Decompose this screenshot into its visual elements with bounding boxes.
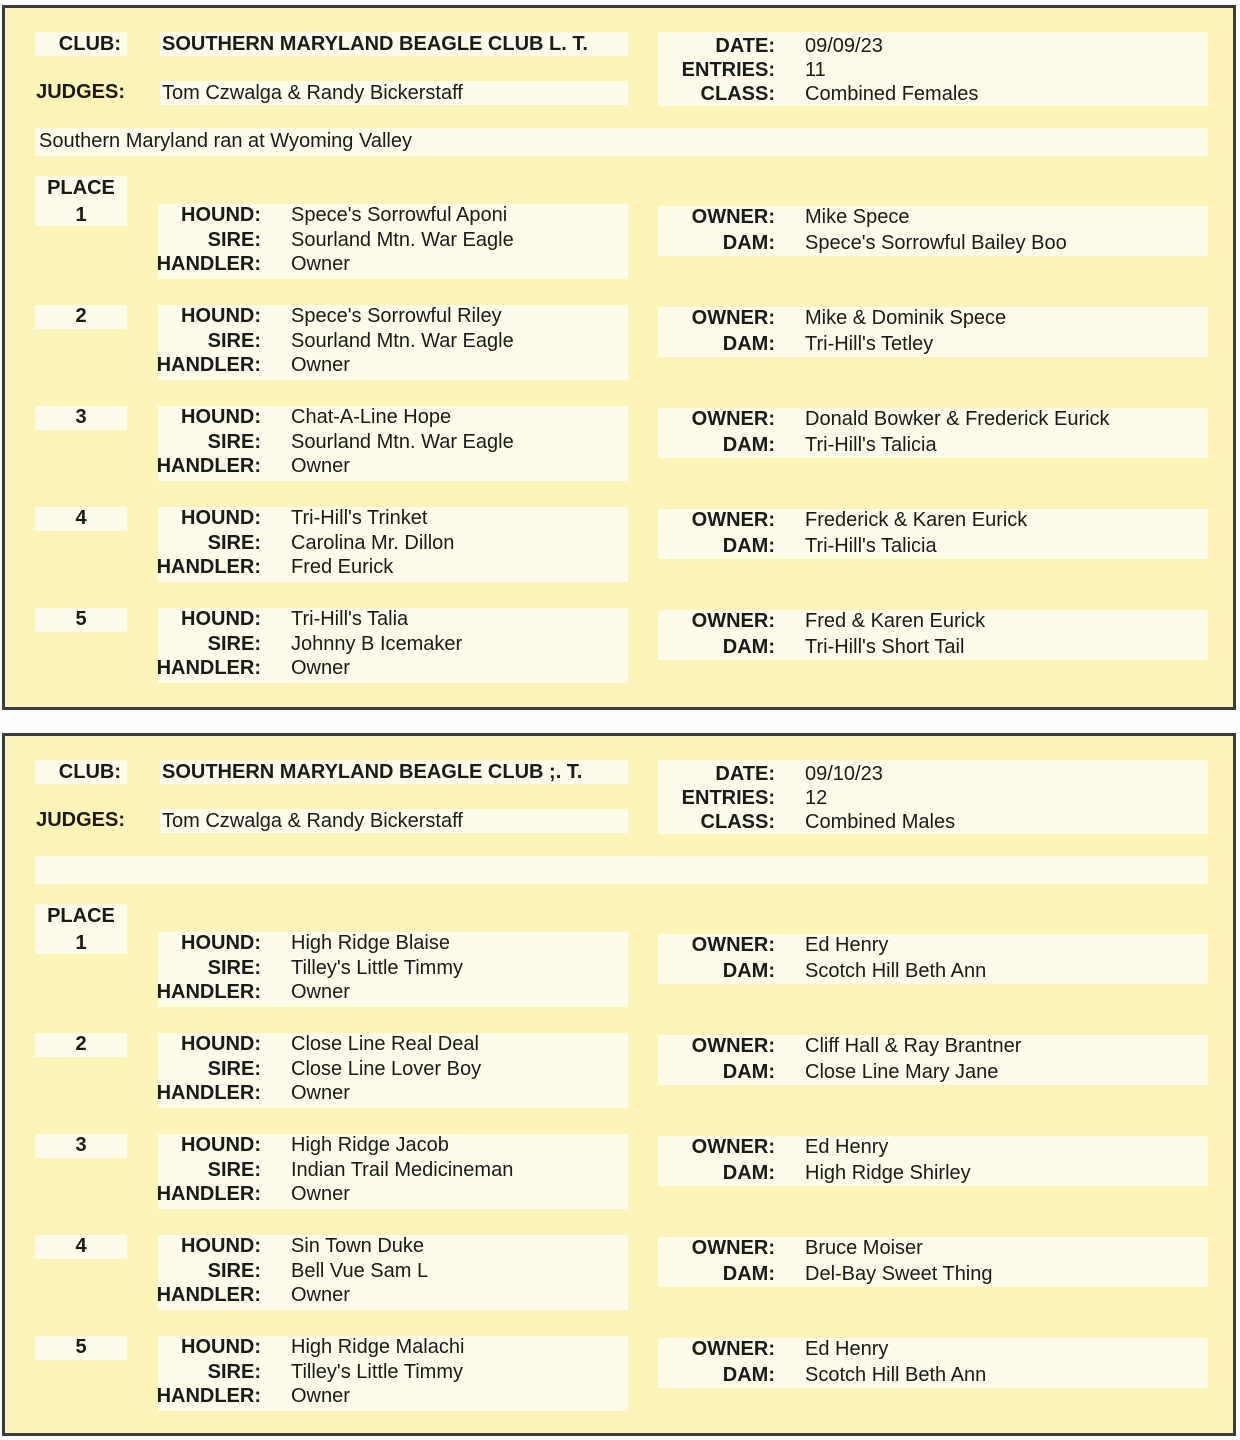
owner-label: OWNER: <box>691 610 775 632</box>
sire-name: Sourland Mtn. War Eagle <box>291 431 514 453</box>
owner-name: Mike Spece <box>805 206 910 228</box>
handler-name: Owner <box>291 253 350 275</box>
place-header: PLACE <box>47 177 115 199</box>
trial-note: Southern Maryland ran at Wyoming Valley <box>39 130 412 152</box>
results-card <box>2 733 1236 1436</box>
handler-label: HANDLER: <box>156 1183 261 1205</box>
sire-label: SIRE: <box>207 532 261 554</box>
sire-label: SIRE: <box>207 1058 261 1080</box>
hound-name: Sin Town Duke <box>291 1235 425 1257</box>
hound-label: HOUND: <box>181 1033 261 1055</box>
owner-name: Ed Henry <box>805 1136 889 1158</box>
sire-name: Close Line Lover Boy <box>291 1058 482 1080</box>
sire-label: SIRE: <box>207 957 261 979</box>
handler-name: Owner <box>291 1284 350 1306</box>
handler-label: HANDLER: <box>156 1284 261 1306</box>
judges-names: Tom Czwalga & Randy Bickerstaff <box>162 810 463 832</box>
note-box <box>35 856 1208 884</box>
date-label: DATE: <box>715 35 775 57</box>
entries-label: ENTRIES: <box>681 787 775 809</box>
hound-label: HOUND: <box>181 1336 261 1358</box>
handler-name: Owner <box>291 981 350 1003</box>
dam-label: DAM: <box>722 1061 775 1083</box>
place-number: 2 <box>75 1033 87 1055</box>
sire-name: Tilley's Little Timmy <box>291 957 463 979</box>
dam-label: DAM: <box>722 1263 775 1285</box>
hound-label: HOUND: <box>181 608 261 630</box>
dam-name: Scotch Hill Beth Ann <box>805 960 987 982</box>
dam-label: DAM: <box>722 535 775 557</box>
handler-label: HANDLER: <box>156 981 261 1003</box>
class-value: Combined Females <box>805 83 979 105</box>
hound-name: High Ridge Jacob <box>291 1134 449 1156</box>
hound-label: HOUND: <box>181 1235 261 1257</box>
club-label: CLUB: <box>58 33 121 55</box>
handler-label: HANDLER: <box>156 657 261 679</box>
place-number: 3 <box>75 406 87 428</box>
hound-name: Tri-Hill's Trinket <box>291 507 428 529</box>
handler-label: HANDLER: <box>156 1385 261 1407</box>
place-number: 1 <box>75 204 87 226</box>
place-number: 3 <box>75 1134 87 1156</box>
owner-name: Mike & Dominik Spece <box>805 307 1007 329</box>
owner-name: Ed Henry <box>805 934 889 956</box>
handler-label: HANDLER: <box>156 556 261 578</box>
hound-label: HOUND: <box>181 507 261 529</box>
place-number: 4 <box>75 507 87 529</box>
dam-label: DAM: <box>722 636 775 658</box>
owner-label: OWNER: <box>691 1237 775 1259</box>
hound-name: High Ridge Malachi <box>291 1336 465 1358</box>
owner-name: Frederick & Karen Eurick <box>805 509 1028 531</box>
class-label: CLASS: <box>700 811 775 833</box>
handler-name: Fred Eurick <box>291 556 394 578</box>
place-header: PLACE <box>47 905 115 927</box>
handler-name: Owner <box>291 455 350 477</box>
owner-label: OWNER: <box>691 408 775 430</box>
owner-label: OWNER: <box>691 206 775 228</box>
place-number: 1 <box>75 932 87 954</box>
handler-name: Owner <box>291 1082 350 1104</box>
sire-label: SIRE: <box>207 1361 261 1383</box>
dam-label: DAM: <box>722 1162 775 1184</box>
club-name: SOUTHERN MARYLAND BEAGLE CLUB L. T. <box>162 33 588 55</box>
handler-name: Owner <box>291 1183 350 1205</box>
hound-name: Close Line Real Deal <box>291 1033 479 1055</box>
sire-name: Sourland Mtn. War Eagle <box>291 229 514 251</box>
place-number: 5 <box>75 1336 87 1358</box>
judges-label: JUDGES: <box>36 809 125 831</box>
dam-label: DAM: <box>722 960 775 982</box>
date-value: 09/10/23 <box>805 763 883 785</box>
handler-label: HANDLER: <box>156 1082 261 1104</box>
handler-name: Owner <box>291 657 350 679</box>
sire-name: Indian Trail Medicineman <box>291 1159 514 1181</box>
dam-name: Tri-Hill's Tetley <box>805 333 934 355</box>
entries-value: 12 <box>805 787 828 809</box>
class-value: Combined Males <box>805 811 956 833</box>
judges-names: Tom Czwalga & Randy Bickerstaff <box>162 82 463 104</box>
owner-name: Donald Bowker & Frederick Eurick <box>805 408 1110 430</box>
hound-label: HOUND: <box>181 932 261 954</box>
owner-name: Fred & Karen Eurick <box>805 610 986 632</box>
dam-name: High Ridge Shirley <box>805 1162 971 1184</box>
judges-label: JUDGES: <box>36 81 125 103</box>
hound-name: Chat-A-Line Hope <box>291 406 452 428</box>
hound-name: High Ridge Blaise <box>291 932 450 954</box>
dam-label: DAM: <box>722 333 775 355</box>
owner-label: OWNER: <box>691 1136 775 1158</box>
dam-name: Tri-Hill's Talicia <box>805 434 937 456</box>
owner-label: OWNER: <box>691 934 775 956</box>
hound-name: Spece's Sorrowful Aponi <box>291 204 508 226</box>
sire-name: Sourland Mtn. War Eagle <box>291 330 514 352</box>
date-label: DATE: <box>715 763 775 785</box>
handler-name: Owner <box>291 354 350 376</box>
hound-name: Tri-Hill's Talia <box>291 608 409 630</box>
owner-name: Cliff Hall & Ray Brantner <box>805 1035 1022 1057</box>
entries-label: ENTRIES: <box>681 59 775 81</box>
handler-label: HANDLER: <box>156 354 261 376</box>
club-name: SOUTHERN MARYLAND BEAGLE CLUB ;. T. <box>162 761 583 783</box>
results-card <box>2 5 1236 710</box>
owner-name: Ed Henry <box>805 1338 889 1360</box>
sire-name: Carolina Mr. Dillon <box>291 532 455 554</box>
dam-name: Tri-Hill's Short Tail <box>805 636 965 658</box>
hound-label: HOUND: <box>181 406 261 428</box>
dam-label: DAM: <box>722 434 775 456</box>
club-label: CLUB: <box>58 761 121 783</box>
place-number: 4 <box>75 1235 87 1257</box>
handler-name: Owner <box>291 1385 350 1407</box>
dam-name: Spece's Sorrowful Bailey Boo <box>805 232 1067 254</box>
sire-label: SIRE: <box>207 229 261 251</box>
place-number: 5 <box>75 608 87 630</box>
sire-label: SIRE: <box>207 431 261 453</box>
hound-label: HOUND: <box>181 1134 261 1156</box>
handler-label: HANDLER: <box>156 253 261 275</box>
sire-name: Johnny B Icemaker <box>291 633 463 655</box>
owner-label: OWNER: <box>691 509 775 531</box>
place-number: 2 <box>75 305 87 327</box>
sire-label: SIRE: <box>207 1260 261 1282</box>
owner-label: OWNER: <box>691 307 775 329</box>
owner-label: OWNER: <box>691 1338 775 1360</box>
date-value: 09/09/23 <box>805 35 883 57</box>
dam-label: DAM: <box>722 232 775 254</box>
sire-name: Tilley's Little Timmy <box>291 1361 463 1383</box>
sire-name: Bell Vue Sam L <box>291 1260 429 1282</box>
dam-name: Scotch Hill Beth Ann <box>805 1364 987 1386</box>
owner-name: Bruce Moiser <box>805 1237 923 1259</box>
sire-label: SIRE: <box>207 633 261 655</box>
dam-name: Del-Bay Sweet Thing <box>805 1263 993 1285</box>
dam-label: DAM: <box>722 1364 775 1386</box>
entries-value: 11 <box>805 59 826 81</box>
hound-label: HOUND: <box>181 204 261 226</box>
dam-name: Close Line Mary Jane <box>805 1061 999 1083</box>
owner-label: OWNER: <box>691 1035 775 1057</box>
dam-name: Tri-Hill's Talicia <box>805 535 937 557</box>
sire-label: SIRE: <box>207 330 261 352</box>
sire-label: SIRE: <box>207 1159 261 1181</box>
class-label: CLASS: <box>700 83 775 105</box>
hound-name: Spece's Sorrowful Riley <box>291 305 502 327</box>
handler-label: HANDLER: <box>156 455 261 477</box>
hound-label: HOUND: <box>181 305 261 327</box>
